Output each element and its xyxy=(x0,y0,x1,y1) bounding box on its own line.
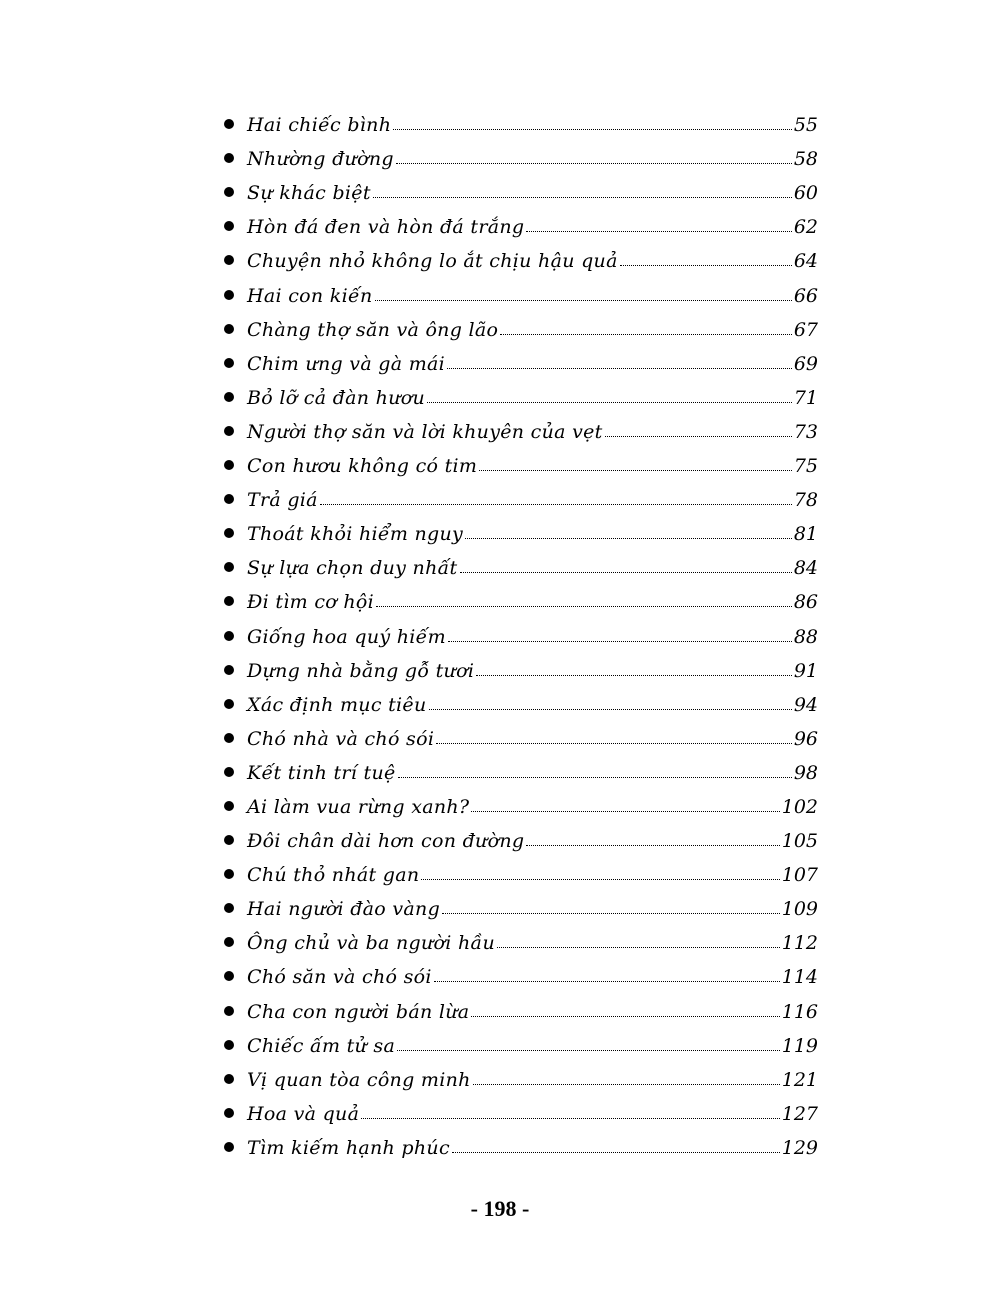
bullet-icon xyxy=(224,937,234,947)
bullet-icon xyxy=(224,869,234,879)
toc-entry xyxy=(224,885,818,919)
entry-title: Bỏ lỡ cả đàn hươu xyxy=(247,386,426,409)
toc-entry xyxy=(224,1124,818,1158)
toc-entry xyxy=(224,374,818,408)
entry-title: Thoát khỏi hiểm nguy xyxy=(247,523,464,546)
dot-leader xyxy=(473,1084,780,1085)
bullet-icon xyxy=(224,835,234,845)
entry-title: Dựng nhà bằng gỗ tươi xyxy=(247,659,475,682)
entry-title: Chú thỏ nhát gan xyxy=(247,864,420,887)
bullet-icon xyxy=(224,221,234,231)
dot-leader xyxy=(442,913,780,914)
entry-title: Chó săn và chó sói xyxy=(247,966,432,989)
page-number: - 198 - xyxy=(470,1196,530,1221)
toc-entry xyxy=(224,237,818,271)
bullet-icon xyxy=(224,255,234,265)
entry-page-number: 66 xyxy=(793,284,818,307)
toc-entry xyxy=(224,749,818,783)
toc-entry xyxy=(224,510,818,544)
bullet-icon xyxy=(224,358,234,368)
entry-title: Trả giá xyxy=(247,489,318,512)
toc-entry xyxy=(224,578,818,612)
entry-page-number: 88 xyxy=(793,625,818,648)
entry-page-number: 69 xyxy=(793,352,818,375)
dot-leader xyxy=(500,334,792,335)
bullet-icon xyxy=(224,1142,234,1152)
entry-page-number: 86 xyxy=(793,591,818,614)
dot-leader xyxy=(429,709,792,710)
toc-entry xyxy=(224,851,818,885)
entry-title: Chuyện nhỏ không lo ắt chịu hậu quả xyxy=(247,250,618,273)
entry-title: Đi tìm cơ hội xyxy=(247,591,374,614)
dot-leader xyxy=(620,265,792,266)
bullet-icon xyxy=(224,528,234,538)
entry-page-number: 114 xyxy=(781,966,818,989)
entry-title: Sự khác biệt xyxy=(247,182,371,205)
entry-page-number: 98 xyxy=(793,761,818,784)
bullet-icon xyxy=(224,631,234,641)
table-of-contents xyxy=(224,101,818,1158)
entry-page-number: 102 xyxy=(781,795,818,818)
toc-entry xyxy=(224,987,818,1021)
entry-title: Giống hoa quý hiếm xyxy=(247,625,446,648)
entry-title: Hoa và quả xyxy=(247,1102,360,1125)
bullet-icon xyxy=(224,1006,234,1016)
toc-entry xyxy=(224,715,818,749)
toc-entry xyxy=(224,135,818,169)
bullet-icon xyxy=(224,733,234,743)
entry-page-number: 112 xyxy=(781,932,818,955)
dot-leader xyxy=(471,1016,779,1017)
toc-entry xyxy=(224,647,818,681)
entry-title: Ông chủ và ba người hầu xyxy=(247,932,496,955)
dot-leader xyxy=(421,879,779,880)
dot-leader xyxy=(376,606,792,607)
entry-page-number: 96 xyxy=(793,727,818,750)
entry-title: Cha con người bán lừa xyxy=(247,1000,470,1023)
bullet-icon xyxy=(224,903,234,913)
entry-page-number: 71 xyxy=(793,386,818,409)
entry-page-number: 78 xyxy=(793,489,818,512)
bullet-icon xyxy=(224,494,234,504)
bullet-icon xyxy=(224,290,234,300)
dot-leader xyxy=(452,1152,780,1153)
entry-page-number: 129 xyxy=(781,1136,818,1159)
entry-title: Hai chiếc bình xyxy=(247,114,392,137)
toc-entry xyxy=(224,271,818,305)
dot-leader xyxy=(465,538,792,539)
toc-entry xyxy=(224,953,818,987)
toc-entry xyxy=(224,340,818,374)
dot-leader xyxy=(436,743,792,744)
dot-leader xyxy=(605,436,792,437)
dot-leader xyxy=(373,197,792,198)
toc-entry xyxy=(224,442,818,476)
entry-title: Con hươu không có tim xyxy=(247,455,478,478)
toc-entry xyxy=(224,169,818,203)
bullet-icon xyxy=(224,324,234,334)
toc-entry xyxy=(224,544,818,578)
dot-leader xyxy=(398,777,792,778)
bullet-icon xyxy=(224,596,234,606)
bullet-icon xyxy=(224,1040,234,1050)
dot-leader xyxy=(460,572,792,573)
entry-page-number: 81 xyxy=(793,523,818,546)
bullet-icon xyxy=(224,460,234,470)
entry-page-number: 58 xyxy=(793,148,818,171)
toc-entry xyxy=(224,681,818,715)
entry-title: Xác định mục tiêu xyxy=(247,693,427,716)
entry-page-number: 84 xyxy=(793,557,818,580)
dot-leader xyxy=(479,470,792,471)
entry-page-number: 91 xyxy=(793,659,818,682)
entry-title: Hai con kiến xyxy=(247,284,373,307)
dot-leader xyxy=(434,981,780,982)
toc-entry xyxy=(224,408,818,442)
bullet-icon xyxy=(224,699,234,709)
dot-leader xyxy=(447,368,792,369)
entry-page-number: 107 xyxy=(781,864,818,887)
entry-page-number: 127 xyxy=(781,1102,818,1125)
bullet-icon xyxy=(224,665,234,675)
bullet-icon xyxy=(224,1108,234,1118)
toc-entry xyxy=(224,612,818,646)
bullet-icon xyxy=(224,971,234,981)
toc-entry xyxy=(224,783,818,817)
entry-title: Người thợ săn và lời khuyên của vẹt xyxy=(247,420,603,443)
entry-title: Hòn đá đen và hòn đá trắng xyxy=(247,216,525,239)
dot-leader xyxy=(393,129,792,130)
entry-page-number: 121 xyxy=(781,1068,818,1091)
entry-title: Chiếc ấm tử sa xyxy=(247,1034,396,1057)
entry-title: Kết tinh trí tuệ xyxy=(247,761,396,784)
dot-leader xyxy=(471,811,779,812)
bullet-icon xyxy=(224,562,234,572)
bullet-icon xyxy=(224,767,234,777)
toc-entry xyxy=(224,306,818,340)
bullet-icon xyxy=(224,426,234,436)
dot-leader xyxy=(397,1050,780,1051)
toc-entry xyxy=(224,1022,818,1056)
toc-entry xyxy=(224,817,818,851)
entry-title: Vị quan tòa công minh xyxy=(247,1068,471,1091)
dot-leader xyxy=(476,675,792,676)
bullet-icon xyxy=(224,153,234,163)
toc-entry xyxy=(224,476,818,510)
entry-title: Chó nhà và chó sói xyxy=(247,727,435,750)
entry-page-number: 64 xyxy=(793,250,818,273)
toc-entry xyxy=(224,101,818,135)
dot-leader xyxy=(375,300,792,301)
toc-entry xyxy=(224,203,818,237)
bullet-icon xyxy=(224,1074,234,1084)
bullet-icon xyxy=(224,392,234,402)
toc-entry xyxy=(224,1056,818,1090)
toc-entry xyxy=(224,1090,818,1124)
entry-page-number: 67 xyxy=(793,318,818,341)
entry-title: Chàng thợ săn và ông lão xyxy=(247,318,499,341)
dot-leader xyxy=(526,845,779,846)
dot-leader xyxy=(361,1118,780,1119)
dot-leader xyxy=(427,402,792,403)
entry-title: Tìm kiếm hạnh phúc xyxy=(247,1136,450,1159)
entry-page-number: 94 xyxy=(793,693,818,716)
entry-page-number: 75 xyxy=(793,455,818,478)
dot-leader xyxy=(448,641,792,642)
entry-page-number: 119 xyxy=(781,1034,818,1057)
entry-title: Nhường đường xyxy=(247,148,394,171)
toc-entry xyxy=(224,919,818,953)
entry-page-number: 55 xyxy=(793,114,818,137)
dot-leader xyxy=(526,231,791,232)
entry-page-number: 116 xyxy=(781,1000,818,1023)
entry-page-number: 109 xyxy=(781,898,818,921)
bullet-icon xyxy=(224,119,234,129)
dot-leader xyxy=(497,947,780,948)
entry-page-number: 73 xyxy=(793,420,818,443)
entry-title: Ai làm vua rừng xanh? xyxy=(247,795,470,818)
entry-page-number: 105 xyxy=(781,830,818,853)
entry-title: Hai người đào vàng xyxy=(247,898,441,921)
entry-title: Sự lựa chọn duy nhất xyxy=(247,557,458,580)
dot-leader xyxy=(320,504,792,505)
dot-leader xyxy=(396,163,792,164)
entry-title: Chim ưng và gà mái xyxy=(247,352,446,375)
entry-title: Đôi chân dài hơn con đường xyxy=(247,830,525,853)
bullet-icon xyxy=(224,801,234,811)
entry-page-number: 62 xyxy=(793,216,818,239)
entry-page-number: 60 xyxy=(793,182,818,205)
bullet-icon xyxy=(224,187,234,197)
